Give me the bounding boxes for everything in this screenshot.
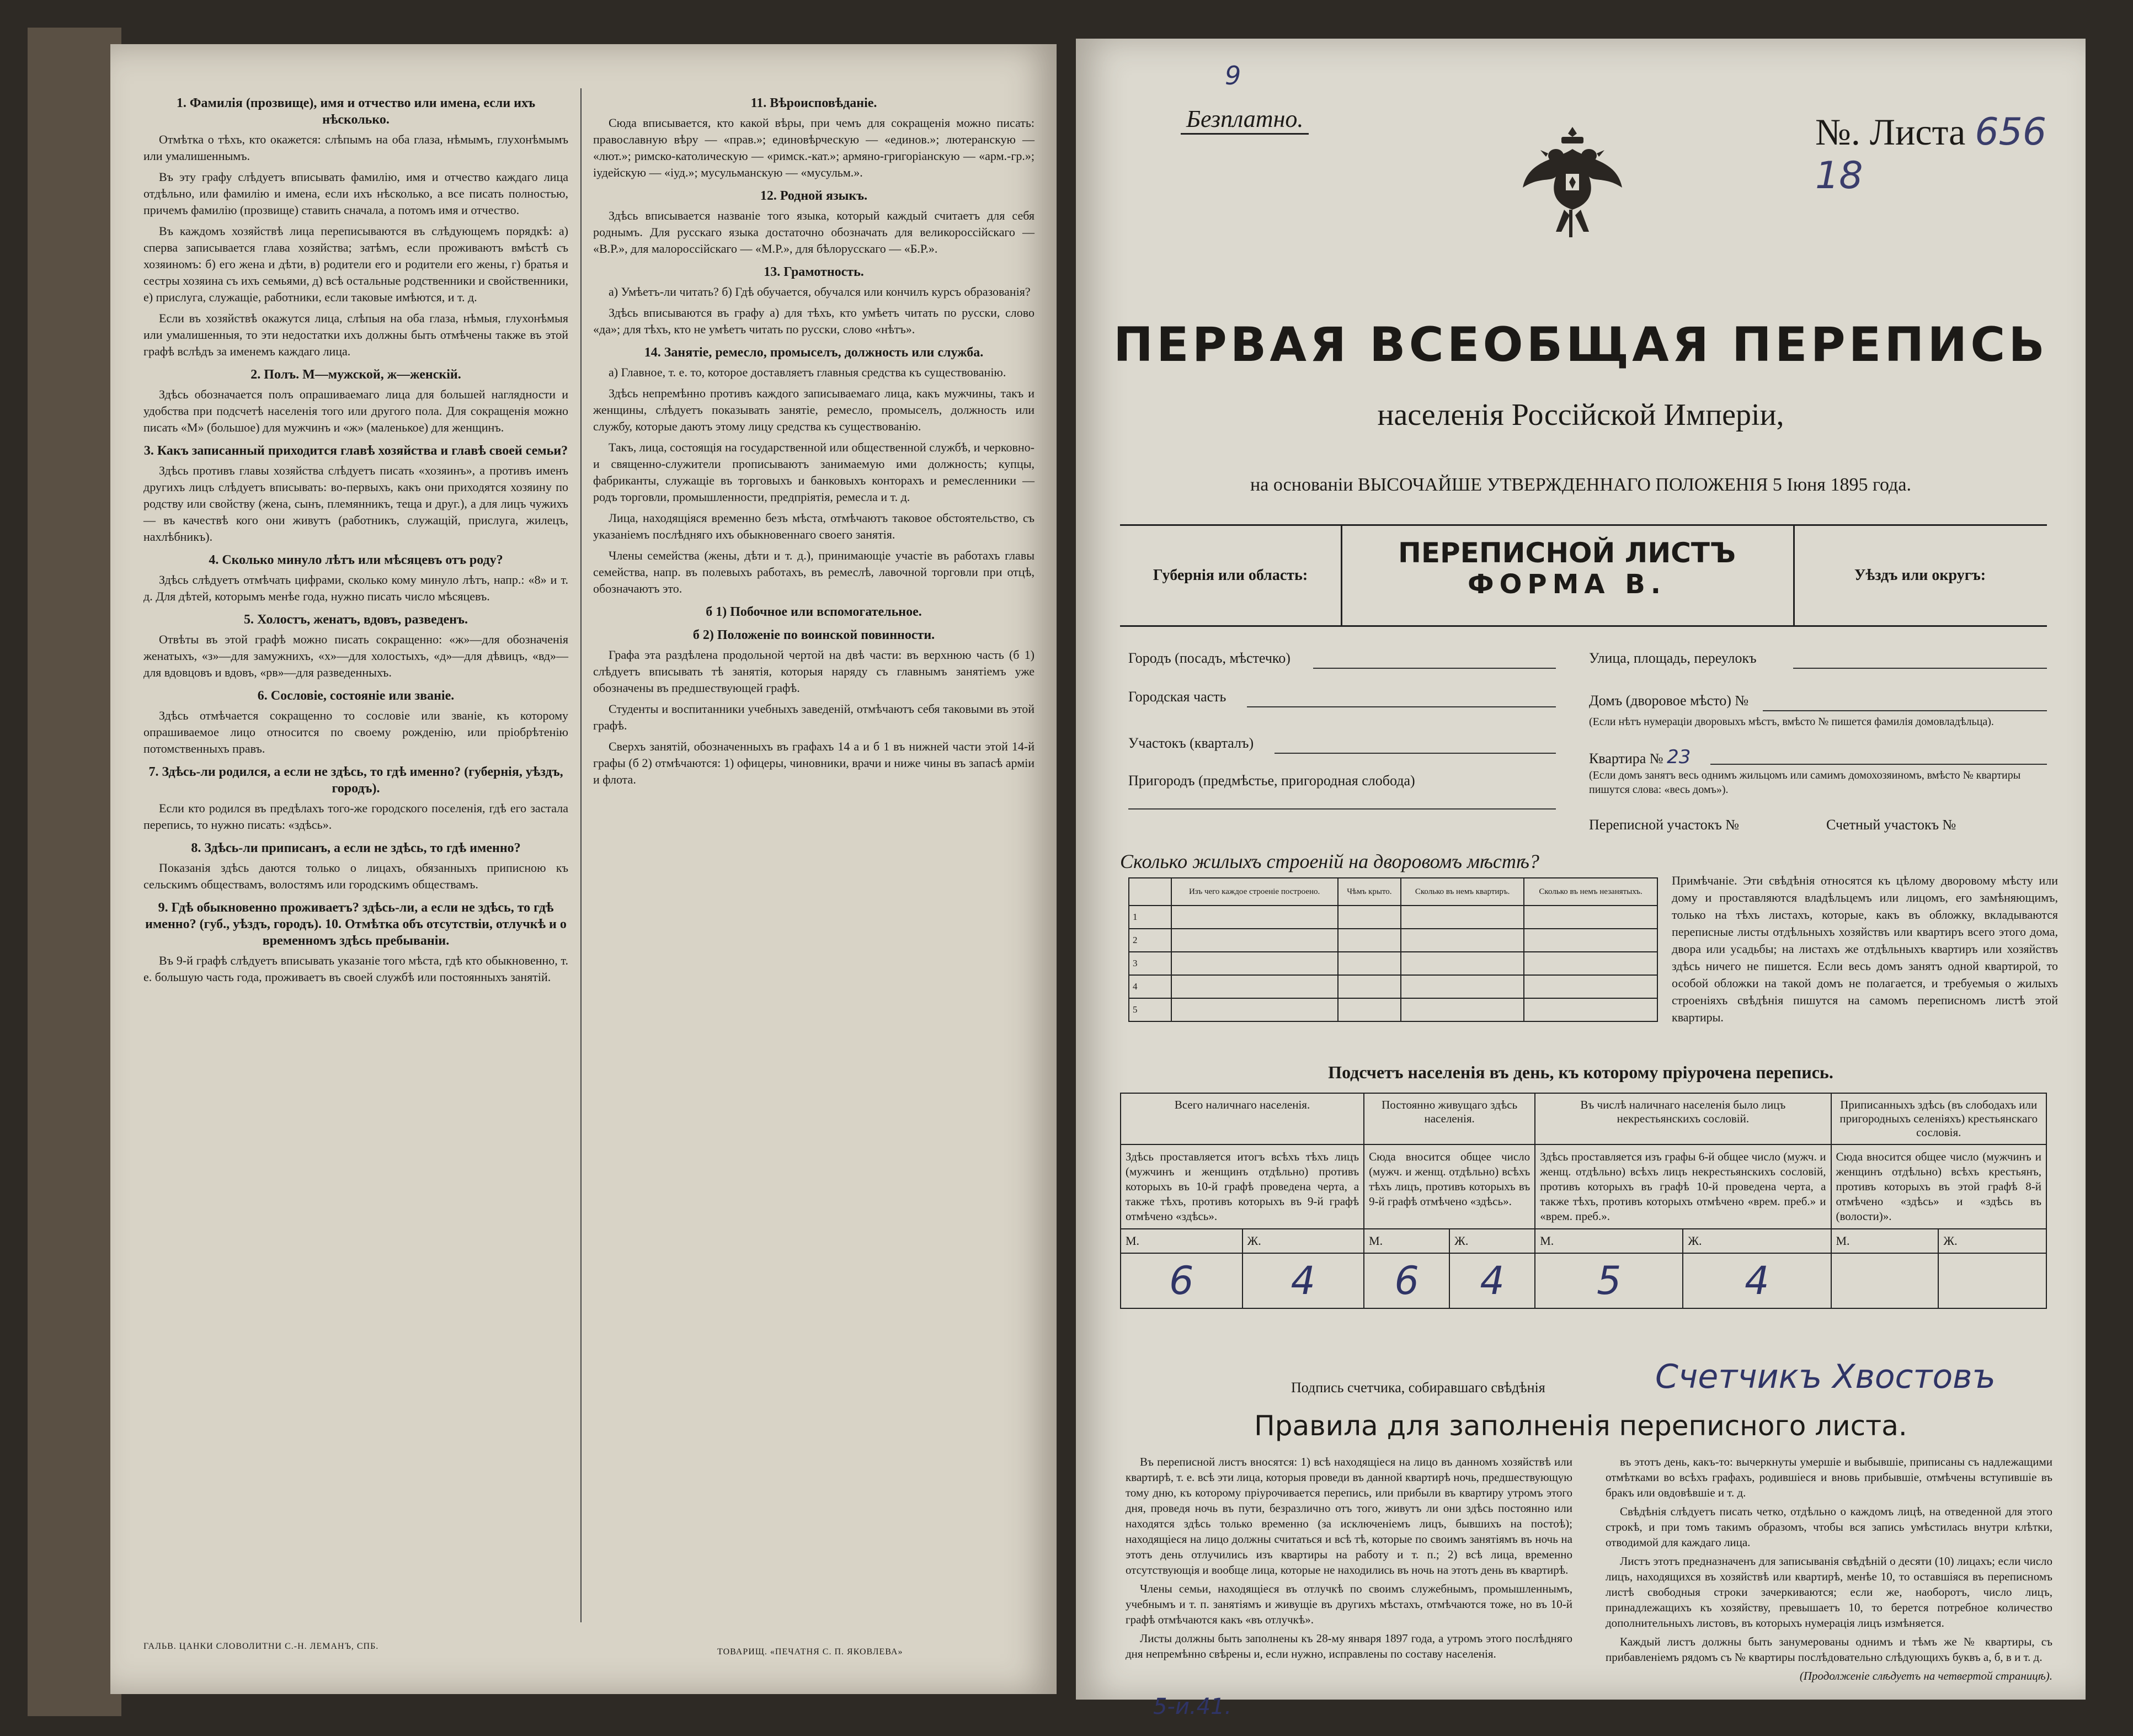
- printer-imprint: ГАЛЬВ. ЦАНКИ СЛОВОЛИТНИ С.-Н. ЛЕМАНЪ, СПБ.: [143, 1642, 379, 1651]
- sheet-type: [1341, 526, 1795, 625]
- instruction-heading: 13. Грамотность.: [764, 265, 864, 279]
- instruction-heading: 14. Занятіе, ремесло, промыселъ, должность или служба.: [644, 345, 984, 360]
- instruction-paragraph: Здѣсь отмѣчается сокращенно то сословіе или званіе, къ которому опрашиваемое лицо относится по своему рожденію, или пріобрѣтенію потомственныхъ правъ.: [143, 709, 568, 755]
- table-row: [1129, 975, 1657, 998]
- instruction-heading: 12. Родной языкъ.: [760, 189, 868, 203]
- rule-paragraph: Листы должны быть заполнены къ 28-му января 1897 года, а утромъ этого послѣдняго дня непремѣнно свѣрены и, если нужно, исправлены по составу населенія.: [1126, 1632, 1572, 1660]
- uchastok-field: Участокъ (кварталъ): [1128, 735, 1254, 751]
- instruction-paragraph: Въ эту графу слѣдуетъ вписывать фамилію, имя и отчество каждаго лица отдѣльно, или фамилію и имена, если ихъ нѣсколько, а все писать полностью, причемъ фамилію (прозвище) ставить сначала, а потомъ имя и отчество.: [143, 170, 568, 217]
- count-permanent-male: 6: [1364, 1253, 1449, 1308]
- instruction-paragraph: Здѣсь вписываются въ графу а) для тѣхъ, кто умѣетъ читать по русски, слово «да»; для тѣхъ, кто не умѣетъ читать по русски, слово «нѣтъ».: [593, 306, 1034, 336]
- count-desc-non-peasant: Здѣсь проставляется изъ графы 6-й общее число (мужч. и женщ. отдѣльно) всѣхъ лицъ некрестьянскихъ сословій, противъ которыхъ въ графѣ 10-й проведена черта, а также тѣхъ, противъ которыхъ отмѣчено «врем. преб.» и «врем. преб.».: [1535, 1144, 1831, 1229]
- kvartira-value: 23: [1667, 746, 1691, 768]
- double-headed-eagle-emblem: [1517, 121, 1628, 243]
- row-number: 3: [1129, 952, 1171, 975]
- count-peasant-female: [1938, 1253, 2046, 1308]
- count-desc-row: [1121, 1144, 2046, 1229]
- population-count-table: [1120, 1093, 2047, 1309]
- male-label: М.: [1535, 1229, 1683, 1253]
- gorod-chast-line: [1247, 706, 1556, 707]
- instruction-paragraph: а) Умѣетъ-ли читать? б) Гдѣ обучается, обучался или кончилъ курсъ образованія?: [609, 285, 1031, 299]
- legal-basis: на основаніи ВЫСОЧАЙШЕ УТВЕРЖДЕННАГО ПОЛОЖЕНІЯ 5 Іюня 1895 года.: [1250, 475, 1911, 495]
- female-label: Ж.: [1683, 1229, 1831, 1253]
- instructions-page: [110, 44, 1057, 1694]
- enumerator-signature: Счетчикъ Хвостовъ: [1655, 1357, 1996, 1396]
- instruction-heading: 8. Здѣсь-ли приписанъ, а если не здѣсь, то гдѣ именно?: [191, 841, 521, 855]
- male-label: М.: [1831, 1229, 1939, 1253]
- count-permanent-female: 4: [1449, 1253, 1535, 1308]
- free-of-charge-label: Безплатно.: [1181, 105, 1309, 135]
- row-number: 4: [1129, 975, 1171, 998]
- table-row: [1129, 998, 1657, 1021]
- handwritten-page-number: 9: [1225, 61, 1241, 90]
- schetnyi-field: Счетный участокъ №: [1826, 817, 1956, 833]
- sheet-number-extra: 18: [1815, 154, 1863, 198]
- dom-field: Домъ (дворовое мѣсто) №: [1589, 693, 1749, 709]
- count-header-permanent: Постоянно живущаго здѣсь населенія.: [1364, 1093, 1535, 1144]
- instruction-heading: 1. Фамилія (прозвище), имя и отчество или имена, если ихъ нѣсколько.: [176, 96, 536, 127]
- rules-title: Правила для заполненія переписного листа.: [1254, 1410, 1907, 1442]
- instruction-paragraph: Графа эта раздѣлена продольной чертой на двѣ части: въ верхнюю часть (б 1) слѣдуетъ вписывать тѣ занятія, которыя наряду съ главнымъ занятіемъ уже обозначены въ предшествующей графѣ.: [593, 648, 1034, 695]
- kvartira-label: Квартира №: [1589, 750, 1663, 766]
- table-row: [1129, 952, 1657, 975]
- male-label: М.: [1364, 1229, 1449, 1253]
- rule-paragraph: Свѣдѣнія слѣдуетъ писать четко, отдѣльно о каждомъ лицѣ, на отведенной для этого строкѣ, и при томъ такимъ образомъ, чтобы вся запись умѣстилась внутри клѣтки, отводимой для каждаго лица.: [1606, 1505, 2052, 1549]
- sheet-number-value: 656: [1975, 110, 2047, 154]
- sheet-number: [1815, 110, 2086, 198]
- count-desc-total: Здѣсь проставляется итогъ всѣхъ тѣхъ лицъ (мужчинъ и женщинъ отдѣльно) противъ которыхъ въ 10-й графѣ проведена черта, а также тѣхъ, противъ которыхъ въ 9-й графѣ отмѣчено «здѣсь».: [1121, 1144, 1364, 1229]
- kvartira-note: (Если домъ занятъ весь однимъ жильцомъ или самимъ домохозяиномъ, вмѣсто № квартиры пишутся слова: «весь домъ»).: [1589, 769, 2021, 796]
- rules-column-right: [1606, 1454, 2052, 1687]
- count-header-total: Всего наличнаго населенія.: [1121, 1093, 1364, 1144]
- instruction-paragraph: Показанія здѣсь даются только о лицахъ, обязанныхъ приписною къ сельскимъ обществамъ, волостямъ или городскимъ обществамъ.: [143, 861, 568, 891]
- structures-header-roof: Чѣмъ крыто.: [1338, 878, 1401, 906]
- instruction-paragraph: Лица, находящіяся временно безъ мѣста, отмѣчаютъ таковое обстоятельство, съ указаніемъ послѣдняго ихъ обыкновеннаго своего занятія.: [593, 511, 1034, 541]
- rule-paragraph: Члены семьи, находящіеся въ отлучкѣ по своимъ служебнымъ, промышленнымъ, учебнымъ и т. п. занятіямъ и живущіе въ другихъ мѣстахъ, отмѣчаются тоже, но въ 10-й графѣ отмѣчаются какъ «въ отлучкѣ».: [1126, 1582, 1572, 1626]
- count-desc-permanent: Сюда вносится общее число (мужч. и женщ. отдѣльно) всѣхъ тѣхъ лицъ, противъ которыхъ въ 9-й графѣ отмѣчено «здѣсь».: [1364, 1144, 1535, 1229]
- structures-question: Сколько жилыхъ строеній на дворовомъ мѣстѣ?: [1120, 850, 1539, 872]
- instruction-heading: б 1) Побочное или вспомогательное.: [706, 605, 922, 619]
- ulitsa-field: Улица, площадь, переулокъ: [1589, 650, 1757, 666]
- instruction-heading: б 2) Положеніе по воинской повинности.: [692, 628, 935, 642]
- kvartira-line: [1710, 764, 2047, 765]
- uchastok-line: [1275, 753, 1556, 754]
- rules-column-left: [1126, 1454, 1572, 1665]
- female-label: Ж.: [1938, 1229, 2046, 1253]
- instruction-heading: 7. Здѣсь-ли родился, а если не здѣсь, то гдѣ именно? (губернія, уѣздъ, городъ).: [148, 765, 563, 796]
- instruction-paragraph: Здѣсь противъ главы хозяйства слѣдуетъ писать «хозяинъ», а противъ именъ другихъ лицъ слѣдуетъ вписывать: во-первыхъ, какъ они приходятся хозяину по родству или свойству (жена, сынъ, племянникъ, теща и друг.), а для лицъ чужихъ — въ качествѣ кого они живутъ (работникъ, служащій, прислуга, жилецъ, нахлѣбникъ).: [143, 464, 568, 544]
- instruction-heading: 4. Сколько минуло лѣтъ или мѣсяцевъ отъ роду?: [209, 553, 503, 567]
- gorod-chast-field: Городская часть: [1128, 689, 1227, 705]
- prigorod-line: [1128, 808, 1556, 810]
- table-row: [1129, 929, 1657, 952]
- uezd-label: Уѣздъ или округъ:: [1854, 567, 1986, 584]
- enumerator-signature-label: Подпись счетчика, собиравшаго свѣдѣнія: [1291, 1380, 1545, 1396]
- instruction-paragraph: Такъ, лица, состоящія на государственной или общественной службѣ, и черковно-и священно-служители прописываютъ занимаемую ими должность; купцы, фабриканты, служащіе въ торговыхъ и банковыхъ конторахъ и ремесленники — родъ торговли, промышленности, предпріятія, ремесла и т. д.: [593, 440, 1034, 504]
- perepisnoi-field: Переписной участокъ №: [1589, 817, 1740, 833]
- sheet-number-label: №. Листа: [1815, 111, 1966, 153]
- count-desc-peasant: Сюда вносится общее число (мужчинъ и женщинъ отдѣльно) всѣхъ крестьянъ, противъ которыхъ въ этой графѣ 8-й отмѣчено «здѣсь» и «здѣсь въ (волости)».: [1831, 1144, 2047, 1229]
- count-non-peasant-female: 4: [1683, 1253, 1831, 1308]
- population-count-title: Подсчетъ населенія въ день, къ которому пріурочена перепись.: [1328, 1062, 1833, 1082]
- count-values-row: [1121, 1253, 2046, 1308]
- structures-header-vacant: Сколько въ немъ незанятыхъ.: [1524, 878, 1657, 906]
- instruction-paragraph: Члены семейства (жены, дѣти и т. д.), принимающіе участіе въ работахъ главы семейства, напр. въ полевыхъ работахъ, въ ремеслѣ, лавочной торговли при отцѣ, обозначаютъ это.: [593, 549, 1034, 595]
- sheet-type-title: ПЕРЕПИСНОЙ ЛИСТЪ: [1398, 537, 1736, 569]
- structures-header-material: Изъ чего каждое строеніе построено.: [1171, 878, 1338, 906]
- instructions-column-1: [143, 88, 568, 990]
- row-number: 1: [1129, 906, 1171, 929]
- female-label: Ж.: [1449, 1229, 1535, 1253]
- guberniya-label: Губернія или область:: [1120, 526, 1342, 625]
- row-number: 2: [1129, 929, 1171, 952]
- structures-header-blank: [1129, 878, 1171, 906]
- rule-paragraph: въ этотъ день, какъ-то: вычеркнуты умершіе и выбывшіе, приписаны съ надлежащими отмѣтками во всѣхъ графахъ, родившіеся и вновь прибывшіе, отмѣчены вступившіе въ бракъ или овдовѣвшіе и т. д.: [1606, 1455, 2052, 1499]
- census-form-page: [1076, 39, 2086, 1719]
- census-title: ПЕРВАЯ ВСЕОБЩАЯ ПЕРЕПИСЬ: [1113, 317, 2048, 372]
- instruction-paragraph: Отмѣтка о тѣхъ, кто окажется: слѣпымъ на оба глаза, нѣмымъ, глухонѣмымъ или умалишеннымъ.: [143, 132, 568, 163]
- instruction-paragraph: Здѣсь непремѣнно противъ каждого записываемаго лица, какъ мужчины, такъ и женщины, слѣдуетъ показывать занятіе, ремесло, промыселъ, должность или службу, которые даютъ этому лицу средства къ существованію.: [593, 386, 1034, 433]
- count-header-non-peasant: Въ числѣ наличнаго населенія было лицъ некрестьянскихъ сословій.: [1535, 1093, 1831, 1144]
- instruction-paragraph: а) Главное, т. е. то, которое доставляетъ главныя средства къ существованію.: [609, 365, 1006, 379]
- instruction-paragraph: Здѣсь вписывается названіе того языка, который каждый считаетъ для себя роднымъ. Для русскаго языка достаточно обозначать для великороссійскаго — «В.Р.», для малороссійскаго — «М.Р.», для бѣлорусскаго — «Б.Р.».: [593, 209, 1034, 255]
- count-peasant-male: [1831, 1253, 1939, 1308]
- instructions-column-2: [593, 88, 1034, 792]
- continued-note: (Продолженіе слѣдуетъ на четвертой страницѣ).: [1799, 1669, 2052, 1682]
- instruction-paragraph: Отвѣты въ этой графѣ можно писать сокращенно: «ж»—для обозначенія женатыхъ, «з»—для замужнихъ, «х»—для холостыхъ, «д»—для дѣвицъ, «вд»—для вдовцовъ и вдовъ, «рв»—для разведенныхъ.: [143, 632, 568, 679]
- rule-paragraph: Каждый листъ должны быть занумерованы однимъ и тѣмъ же № квартиры, съ прибавленіемъ рядомъ съ № квартиры послѣдовательно слѣдующихъ буквъ а, б, в и т. д.: [1606, 1635, 2052, 1664]
- structures-note: Примѣчаніе. Эти свѣдѣнія относятся къ цѣлому дворовому мѣсту или дому и проставляются владѣльцемъ или лицомъ, его замѣняющимъ, только на тѣхъ листахъ, которые, какъ въ обложку, вкладываются переписные листы отдѣльныхъ хозяйствъ или квартиръ всего этого дома, двора или усадьбы; на листахъ же отдѣльныхъ квартиръ или хозяйствъ здѣсь ничего не пишется. Если весь домъ занятъ одной квартирой, то особой обложки на такой домъ не полагается, и требуемыя о жилыхъ строеніяхъ свѣдѣнія пишутся на самомъ переписномъ листѣ этой квартиры.: [1672, 874, 2058, 1024]
- structures-header-row: [1129, 878, 1657, 906]
- instruction-heading: 5. Холостъ, женатъ, вдовъ, разведенъ.: [243, 613, 468, 627]
- female-label: Ж.: [1243, 1229, 1364, 1253]
- instruction-paragraph: Сверхъ занятій, обозначенныхъ въ графахъ 14 а и б 1 въ нижней части этой 14-й графы (б 2) отмѣчаются: 1) офицеры, чиновники, врачи и ниже чины въ запасѣ арміи и флота.: [593, 739, 1034, 786]
- census-subtitle: населенія Россійской Имперіи,: [1377, 398, 1784, 432]
- male-label: М.: [1121, 1229, 1243, 1253]
- count-sex-row: [1121, 1229, 2046, 1253]
- kvartira-field: [1589, 746, 1691, 768]
- instruction-heading: 3. Какъ записанный приходится главѣ хозяйства и главѣ своей семьи?: [143, 444, 568, 458]
- prigorod-field: Пригородъ (предмѣстье, пригородная слобода): [1128, 773, 1415, 789]
- rule-paragraph: Въ переписной листъ вносятся: 1) всѣ находящіеся на лицо въ данномъ хозяйствѣ или квартирѣ, т. е. всѣ эти лица, которыя проведи въ данной квартирѣ ночь, предшествующую тому дню, къ которому пріурочивается перепись, или прибыли въ квартиру утромъ этого дня, проведя ночь въ пути, безразлично отъ того, живутъ ли они здѣсь постоянно или находятся здѣсь только временно (за исключеніемъ лицъ, бывшихъ на постоѣ); находящіеся на лицо должны считаться и всѣ тѣ, которые по своимъ занятіямъ въ ночь на этотъ день отлучились изъ квартиры на работу и т. п.; 2) всѣ лица, временно отсутствующія и вообще лица, которые не находились въ ночь на этотъ день въ квартирѣ.: [1126, 1455, 1572, 1577]
- instruction-paragraph: Если въ хозяйствѣ окажутся лица, слѣпыя на оба глаза, нѣмыя, глухонѣмыя или умалишенныя, то эти недостатки ихъ должны быть отмѣчены также въ этой графѣ вслѣдъ за именемъ каждаго лица.: [143, 311, 568, 358]
- instruction-paragraph: Сюда вписывается, кто какой вѣры, при чемъ для сокращенія можно писать: православную вѣру — «прав.»; единовѣрческую — «единов.»; лютеранскую — «лют.»; римско-католическую — «римск.-кат.»; армяно-григоріанскую — «арм.-гр.»; іудейскую — «іуд.»; мусульманскую — «мусульм.».: [593, 116, 1034, 179]
- rule-paragraph: Листъ этотъ предназначенъ для записыванія свѣдѣній о десяти (10) лицахъ; если число лицъ, находящихся въ хозяйствѣ или квартирѣ, менѣе 10, то оставшіяся въ переписномъ листѣ свободныя строки зачеркиваются; если же, наоборотъ, число лицъ, принадлежащихъ къ хозяйству, превышаетъ 10, то берется потребное количество дополнительныхъ листовъ, въ которыхъ нумерація лицъ измѣняется.: [1606, 1554, 2052, 1630]
- gorod-line: [1313, 668, 1556, 669]
- instruction-paragraph: Если кто родился въ предѣлахъ того-же городского поселенія, гдѣ его застала перепись, то нужно писать: «здѣсь».: [143, 801, 568, 832]
- sheet-form-letter: ФОРМА В.: [1467, 569, 1667, 600]
- instruction-heading: 9. Гдѣ обыкновенно проживаетъ? здѣсь-ли, а если не здѣсь, то гдѣ именно? (губ., уѣздъ, городъ). 10. Отмѣтка объ отсутствіи, отлучкѣ и о временномъ здѣсь пребываніи.: [145, 901, 567, 948]
- form-header-box: [1120, 524, 2047, 627]
- table-row: [1129, 906, 1657, 929]
- count-total-male: 6: [1121, 1253, 1243, 1308]
- structures-table: [1128, 877, 1658, 1022]
- row-number: 5: [1129, 998, 1171, 1021]
- bottom-handwritten-note: 5-и.41.: [1153, 1694, 1232, 1719]
- instruction-heading: 11. Вѣроисповѣданіе.: [750, 96, 877, 110]
- instruction-paragraph: Въ каждомъ хозяйствѣ лица переписываются въ слѣдующемъ порядкѣ: а) сперва записывается глава хозяйства; затѣмъ, если проживаютъ вмѣстѣ съ хозяиномъ: б) его жена и дѣти, в) родители его и родители его жены, г) братья и сестры хозяина съ ихъ семьями, д) всѣ остальные родственники и свойственники, е) прислуга, служащіе, работники, если таковые имѣются, и т. д.: [143, 224, 568, 304]
- column-divider: [580, 88, 582, 1622]
- count-header-peasant: Приписанныхъ здѣсь (въ слободахъ или пригородныхъ селеніяхъ) крестьянскаго сословія.: [1831, 1093, 2047, 1144]
- dom-line: [1763, 710, 2047, 711]
- gorod-field: Городъ (посадъ, мѣстечко): [1128, 650, 1291, 666]
- ulitsa-line: [1793, 668, 2047, 669]
- instruction-paragraph: Здѣсь обозначается полъ опрашиваемаго лица для большей наглядности и удобства при подсчетѣ населенія того или другого пола. Для сокращенія можно писать «М» (большое) для мужчинъ и «ж» (маленькое) для женщинъ.: [143, 387, 568, 434]
- book-cover-edge: [28, 28, 121, 1716]
- instruction-paragraph: Студенты и воспитанники учебныхъ заведеній, отмѣчаютъ себя таковыми въ этой графѣ.: [593, 702, 1034, 732]
- instruction-paragraph: Въ 9-й графѣ слѣдуетъ вписывать указаніе того мѣста, гдѣ кто обыкновенно, т. е. большую часть года, проживаетъ въ своей службѣ или постоянныхъ занятій.: [143, 954, 568, 984]
- instruction-heading: 6. Сословіе, состояніе или званіе.: [257, 689, 455, 703]
- structures-header-apartments: Сколько въ немъ квартиръ.: [1401, 878, 1524, 906]
- printer-imprint-2: ТОВАРИЩ. «ПЕЧАТНЯ С. П. ЯКОВЛЕВА»: [717, 1647, 903, 1657]
- instruction-paragraph: Здѣсь слѣдуетъ отмѣчать цифрами, сколько кому минуло лѣтъ, напр.: «8» и т. д. Для дѣтей, которымъ менѣе года, нужно писать число мѣсяцевъ.: [143, 573, 568, 603]
- count-non-peasant-male: 5: [1535, 1253, 1683, 1308]
- count-header-row: [1121, 1093, 2046, 1144]
- dom-note: (Если нѣтъ нумераціи дворовыхъ мѣстъ, вмѣсто № пишется фамилія домовладѣльца).: [1589, 716, 1994, 728]
- count-total-female: 4: [1243, 1253, 1364, 1308]
- instruction-heading: 2. Полъ. М—мужской, ж—женскій.: [250, 368, 461, 382]
